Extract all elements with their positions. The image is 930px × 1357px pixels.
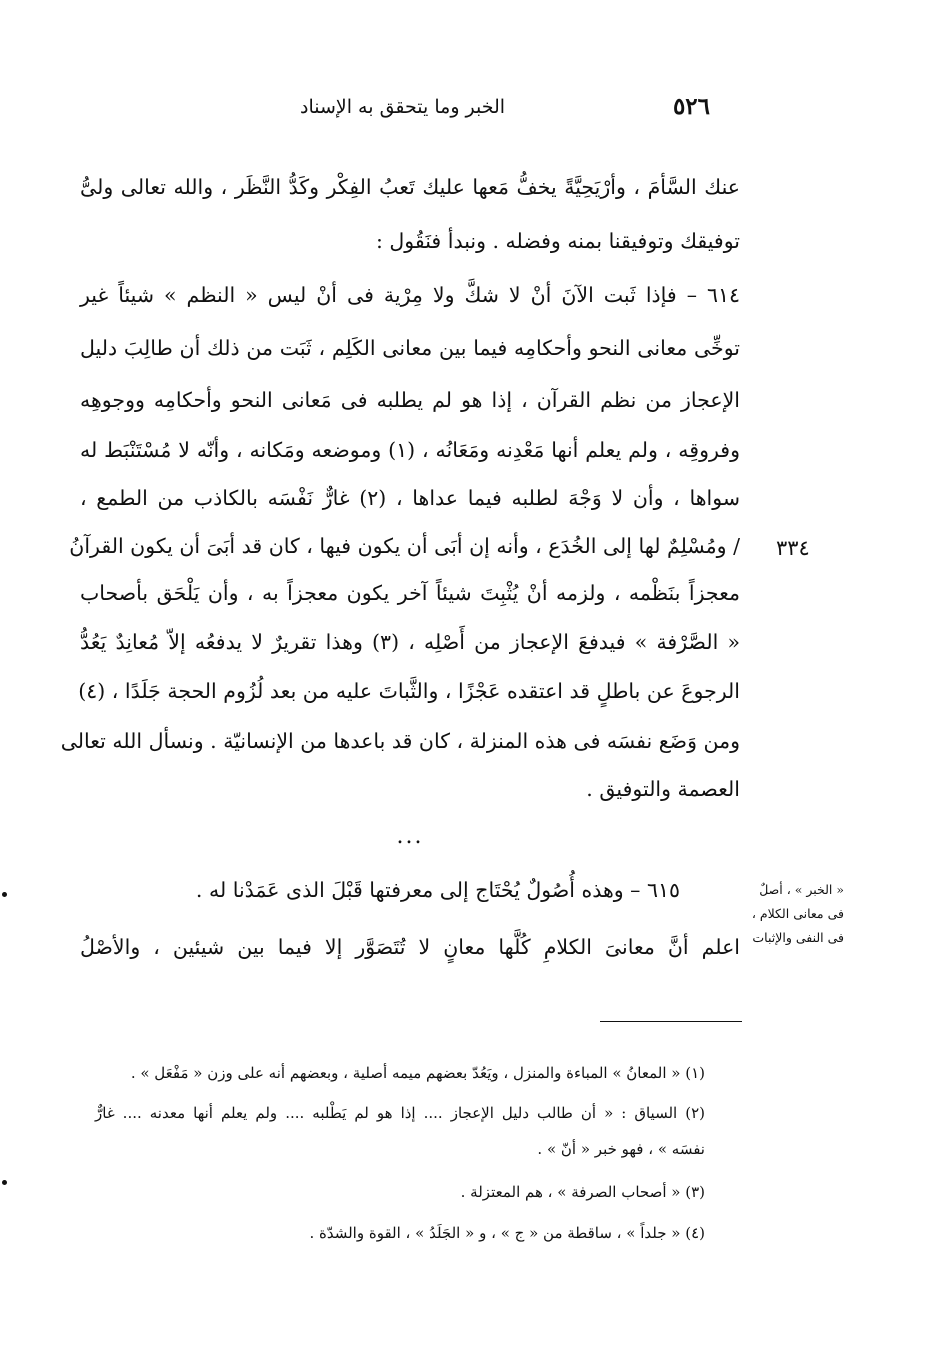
text-line: توفيقك وتوفيقنا بمنه وفضله . ونبدأ فنَقُول : bbox=[375, 229, 740, 253]
text-line: ومن وَضَع نفسَه فى هذه المنزلة ، كان قد باعدها من الإنسانيّة . ونسأل الله تعالى bbox=[60, 729, 740, 753]
footnote-line: (٤) « جلداً » ، ساقطة من « ج » ، و « الجَلَدُ » ، القوة والشدّة . bbox=[309, 1224, 705, 1242]
side-note-line: فى النفى والإثبات bbox=[752, 930, 844, 945]
footnote-line: (٢) السياق : « أن طالب دليل الإعجاز .... إذا هو لم يَطْلبه .... ولم يعلم أنها معدنه .... غارٌّ bbox=[95, 1104, 705, 1122]
text-line: اعلم أنَّ معانىَ الكلامِ كُلَّها معانٍ لا تُتَصَوَّر إلا فيما بين شيئين ، والأصْلُ bbox=[80, 935, 740, 959]
page-number: ٥٢٦ bbox=[672, 93, 710, 120]
footnote-line: نفسَه » ، فهو خبر « أنّ » . bbox=[537, 1140, 705, 1158]
text-line: العصمة والتوفيق . bbox=[586, 777, 740, 801]
text-line: سواها ، وأن لا وَجْهَ لطلبه فيما عداها ، (٢) غارٌّ نَفْسَه بالكاذب من الطمع ، bbox=[80, 486, 741, 510]
running-title: الخبر وما يتحقق به الإسناد bbox=[300, 96, 506, 118]
text-line: عنك السَّأمَ ، وأرْيَحِيَّةً يخفُّ مَعها عليك تَعبُ الفِكْر وكَدُّ النَّظَر ، والله تعالى ولىُّ bbox=[80, 175, 740, 199]
manuscript-page-number: ٣٣٤ bbox=[776, 536, 810, 560]
text-line: / ومُسْلِمٌ لها إلى الخُدَع ، وأنه إن أبَى أن يكون فيها ، كان قد أبَىَ أن يكون القرآنُ bbox=[69, 534, 740, 558]
side-note-line: فى معانى الكلام ، bbox=[751, 906, 844, 921]
footnote-line: (٣) « أصحاب الصرفة » ، هم المعتزلة . bbox=[460, 1183, 705, 1201]
text-line: الإعجاز من نظم القرآن ، إذا هو لم يطلبه فى مَعانى النحو وأحكامِه ووجوهِه bbox=[80, 388, 740, 412]
side-note bbox=[744, 878, 844, 950]
text-line: معجزاً بنَظْمه ، ولزمه أنْ يُثْبِتَ شيئاً آخر يكون معجزاً به ، وأن يَلْحَق بأصحاب bbox=[80, 581, 740, 605]
side-note-line: « الخبر » ، أصلٌ bbox=[759, 882, 844, 897]
text-line: « الصَّرْفة » فيدفعَ الإعجاز من أَصْلِه ، (٣) وهذا تقريرٌ لا يدفعُه إلاّ مُعانِدٌ يَعُدُّ bbox=[80, 630, 740, 654]
text-line: الرجوعَ عن باطلٍ قد اعتقده عَجْزًا ، والثَّباتَ عليه من بعد لُزُوم الحجة جَلَدًا ، (٤) bbox=[78, 679, 740, 703]
text-line: ٦١٤ – فإذا ثَبت الآنَ أنْ لا شكَّ ولا مِرْية فى أنْ ليس « النظم » شيئاً غير bbox=[80, 283, 740, 307]
scan-mark bbox=[2, 1180, 7, 1185]
text-line: توخِّى معانى النحو وأحكامِه فيما بين معانى الكَلِم ، ثَبَت من ذلك أن طالِبَ دليل bbox=[80, 336, 740, 360]
section-separator: ... bbox=[396, 824, 424, 849]
text-line: وفروقِه ، ولم يعلم أنها مَعْدِنه ومَعَانُه ، (١) وموضعه ومَكانه ، وأنّه لا مُسْتَنْبَط له bbox=[80, 438, 740, 462]
running-head bbox=[300, 93, 710, 126]
footnote-rule bbox=[600, 1021, 742, 1022]
scan-mark bbox=[2, 892, 7, 897]
footnote-line: (١) « المعانُ » المباءة والمنزل ، ويَعُدّ بعضهم ميمه أصلية ، وبعضهم أنه على وزن « مَفْعَل » . bbox=[130, 1064, 705, 1082]
section-heading-line: ٦١٥ – وهذه أُصُولٌ يُحْتَاج إلى معرفتها قَبْلَ الذى عَمَدْنا له . bbox=[195, 878, 680, 902]
